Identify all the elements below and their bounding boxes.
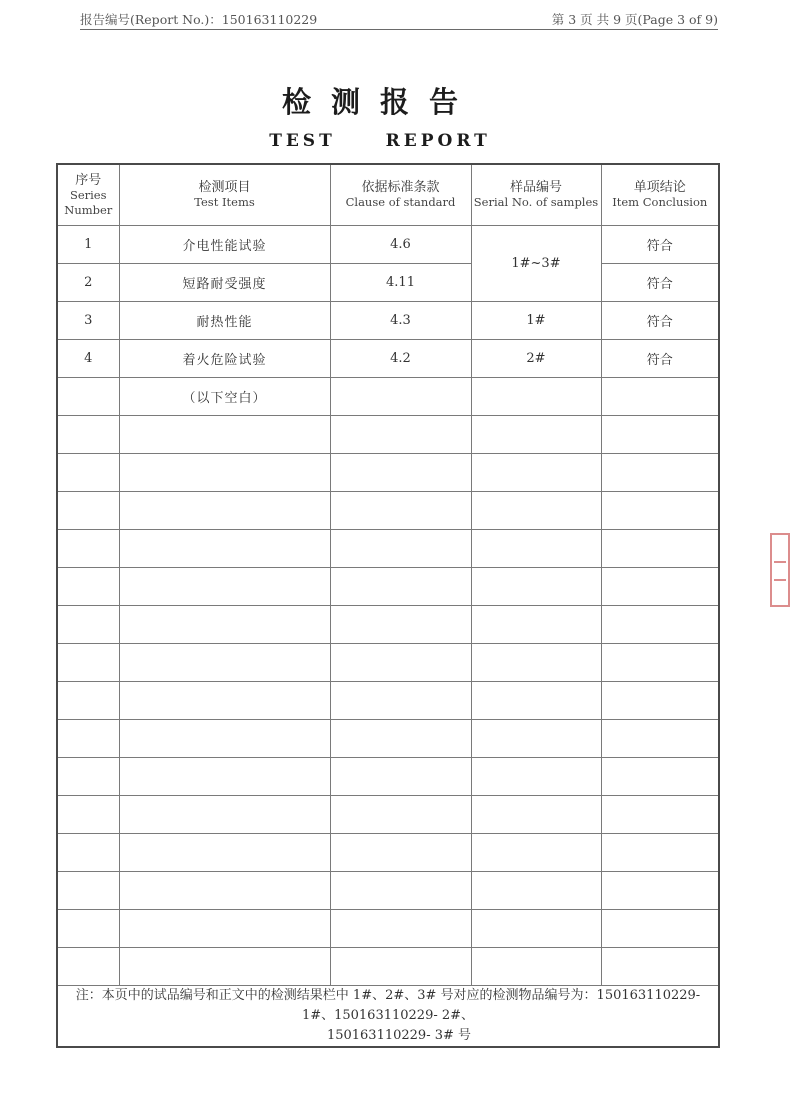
table-row bbox=[57, 226, 719, 264]
empty-table-row bbox=[57, 720, 719, 758]
row-conclusion: 符合 bbox=[601, 226, 719, 264]
empty-cell bbox=[57, 720, 119, 758]
empty-cell bbox=[57, 872, 119, 910]
empty-cell bbox=[119, 416, 330, 454]
empty-cell bbox=[601, 682, 719, 720]
empty-cell bbox=[119, 910, 330, 948]
row-test-item: 介电性能试验 bbox=[119, 226, 330, 264]
empty-cell bbox=[57, 606, 119, 644]
row-conclusion: 符合 bbox=[601, 340, 719, 378]
empty-table-row bbox=[57, 606, 719, 644]
empty-cell bbox=[119, 568, 330, 606]
seal-stamp-fragment bbox=[770, 533, 790, 607]
empty-cell bbox=[601, 530, 719, 568]
empty-cell bbox=[119, 682, 330, 720]
empty-table-row bbox=[57, 910, 719, 948]
report-title-cn: 检测报告 bbox=[281, 85, 478, 119]
row-series-number: 2 bbox=[57, 264, 119, 302]
empty-cell bbox=[57, 568, 119, 606]
empty-cell bbox=[119, 606, 330, 644]
empty-cell bbox=[330, 682, 471, 720]
empty-cell bbox=[57, 948, 119, 986]
empty-cell bbox=[119, 530, 330, 568]
row-sample-number: 1#~3# bbox=[471, 226, 601, 302]
table-row-blank-marker bbox=[57, 378, 719, 416]
empty-cell bbox=[330, 644, 471, 682]
empty-cell bbox=[57, 910, 119, 948]
row-clause: 4.6 bbox=[330, 226, 471, 264]
empty-table-row bbox=[57, 568, 719, 606]
row-clause: 4.2 bbox=[330, 340, 471, 378]
note-line-2: 150163110229- 3# 号 bbox=[326, 1028, 472, 1043]
empty-cell bbox=[330, 606, 471, 644]
empty-cell bbox=[471, 834, 601, 872]
empty-cell bbox=[57, 492, 119, 530]
empty-cell bbox=[471, 682, 601, 720]
note-row bbox=[57, 986, 719, 1048]
test-items-table bbox=[56, 163, 720, 1048]
empty-cell bbox=[330, 492, 471, 530]
empty-cell bbox=[330, 530, 471, 568]
empty-cell bbox=[57, 796, 119, 834]
page-header bbox=[80, 10, 718, 28]
row-test-item: 着火危险试验 bbox=[119, 340, 330, 378]
col-header-test-items: 检测项目 Test Items bbox=[119, 164, 330, 226]
col-header-conclusion: 单项结论 Item Conclusion bbox=[601, 164, 719, 226]
empty-table-row bbox=[57, 872, 719, 910]
empty-cell bbox=[330, 720, 471, 758]
page-indicator: 第 3 页 共 9 页(Page 3 of 9) bbox=[551, 12, 718, 27]
empty-cell bbox=[471, 530, 601, 568]
empty-cell bbox=[471, 454, 601, 492]
row-series-number: 1 bbox=[57, 226, 119, 264]
empty-cell bbox=[119, 492, 330, 530]
empty-cell bbox=[330, 834, 471, 872]
row-test-item: 耐热性能 bbox=[119, 302, 330, 340]
empty-cell bbox=[601, 834, 719, 872]
row-clause: 4.3 bbox=[330, 302, 471, 340]
empty-cell bbox=[601, 872, 719, 910]
empty-table-row bbox=[57, 682, 719, 720]
empty-cell bbox=[471, 644, 601, 682]
empty-table-row bbox=[57, 492, 719, 530]
empty-table-row bbox=[57, 644, 719, 682]
empty-table-row bbox=[57, 416, 719, 454]
empty-cell bbox=[471, 720, 601, 758]
col-header-clause: 依据标准条款 Clause of standard bbox=[330, 164, 471, 226]
empty-cell bbox=[57, 416, 119, 454]
empty-cell bbox=[601, 606, 719, 644]
empty-cell bbox=[119, 834, 330, 872]
empty-cell bbox=[330, 872, 471, 910]
empty-cell bbox=[471, 416, 601, 454]
empty-cell bbox=[330, 454, 471, 492]
empty-cell bbox=[601, 948, 719, 986]
row-sample-number: 1# bbox=[471, 302, 601, 340]
empty-cell bbox=[471, 758, 601, 796]
empty-table-row bbox=[57, 834, 719, 872]
col-header-series: 序号 Series Number bbox=[57, 164, 119, 226]
empty-cell bbox=[601, 720, 719, 758]
empty-cell bbox=[601, 758, 719, 796]
empty-table-row bbox=[57, 758, 719, 796]
note-line-1: 注：本页中的试品编号和正文中的检测结果栏中 1#、2#、3# 号对应的检测物品编号为：150163110229- 1#、150163110229- 2#、 bbox=[75, 988, 701, 1023]
empty-cell bbox=[57, 834, 119, 872]
report-number: 报告编号(Report No.)：150163110229 bbox=[80, 12, 318, 27]
note-cell bbox=[57, 986, 719, 1048]
empty-cell bbox=[119, 454, 330, 492]
empty-cell bbox=[471, 948, 601, 986]
empty-cell bbox=[601, 492, 719, 530]
empty-cell bbox=[57, 530, 119, 568]
empty-cell bbox=[330, 910, 471, 948]
empty-cell bbox=[57, 644, 119, 682]
report-title-en: TEST REPORT bbox=[269, 131, 491, 151]
empty-cell bbox=[330, 758, 471, 796]
row-sample-number: 2# bbox=[471, 340, 601, 378]
empty-cell bbox=[57, 454, 119, 492]
empty-cell bbox=[119, 948, 330, 986]
empty-cell bbox=[119, 796, 330, 834]
col-header-sample: 样品编号 Serial No. of samples bbox=[471, 164, 601, 226]
row-conclusion: 符合 bbox=[601, 302, 719, 340]
empty-cell bbox=[601, 644, 719, 682]
empty-cell bbox=[601, 568, 719, 606]
empty-cell bbox=[330, 796, 471, 834]
empty-cell bbox=[119, 758, 330, 796]
table-header-row bbox=[57, 164, 719, 226]
header-divider bbox=[80, 29, 718, 30]
empty-cell bbox=[330, 416, 471, 454]
empty-cell bbox=[330, 948, 471, 986]
table-row bbox=[57, 302, 719, 340]
empty-cell bbox=[57, 758, 119, 796]
empty-cell bbox=[57, 682, 119, 720]
table-row bbox=[57, 340, 719, 378]
empty-cell bbox=[601, 454, 719, 492]
empty-cell bbox=[119, 644, 330, 682]
empty-cell bbox=[471, 872, 601, 910]
empty-cell bbox=[471, 796, 601, 834]
empty-table-row bbox=[57, 948, 719, 986]
table-row bbox=[57, 264, 719, 302]
empty-cell bbox=[471, 910, 601, 948]
empty-cell bbox=[601, 796, 719, 834]
row-test-item: 短路耐受强度 bbox=[119, 264, 330, 302]
empty-cell bbox=[601, 416, 719, 454]
empty-cell bbox=[119, 720, 330, 758]
row-series-number: 3 bbox=[57, 302, 119, 340]
empty-rows bbox=[57, 416, 719, 986]
empty-cell bbox=[601, 910, 719, 948]
empty-cell bbox=[330, 568, 471, 606]
empty-table-row bbox=[57, 530, 719, 568]
empty-cell bbox=[471, 606, 601, 644]
empty-cell bbox=[471, 492, 601, 530]
row-conclusion: 符合 bbox=[601, 264, 719, 302]
empty-cell bbox=[471, 568, 601, 606]
row-series-number: 4 bbox=[57, 340, 119, 378]
empty-table-row bbox=[57, 454, 719, 492]
empty-cell bbox=[119, 872, 330, 910]
blank-marker-text: （以下空白） bbox=[119, 378, 330, 416]
row-clause: 4.11 bbox=[330, 264, 471, 302]
empty-table-row bbox=[57, 796, 719, 834]
